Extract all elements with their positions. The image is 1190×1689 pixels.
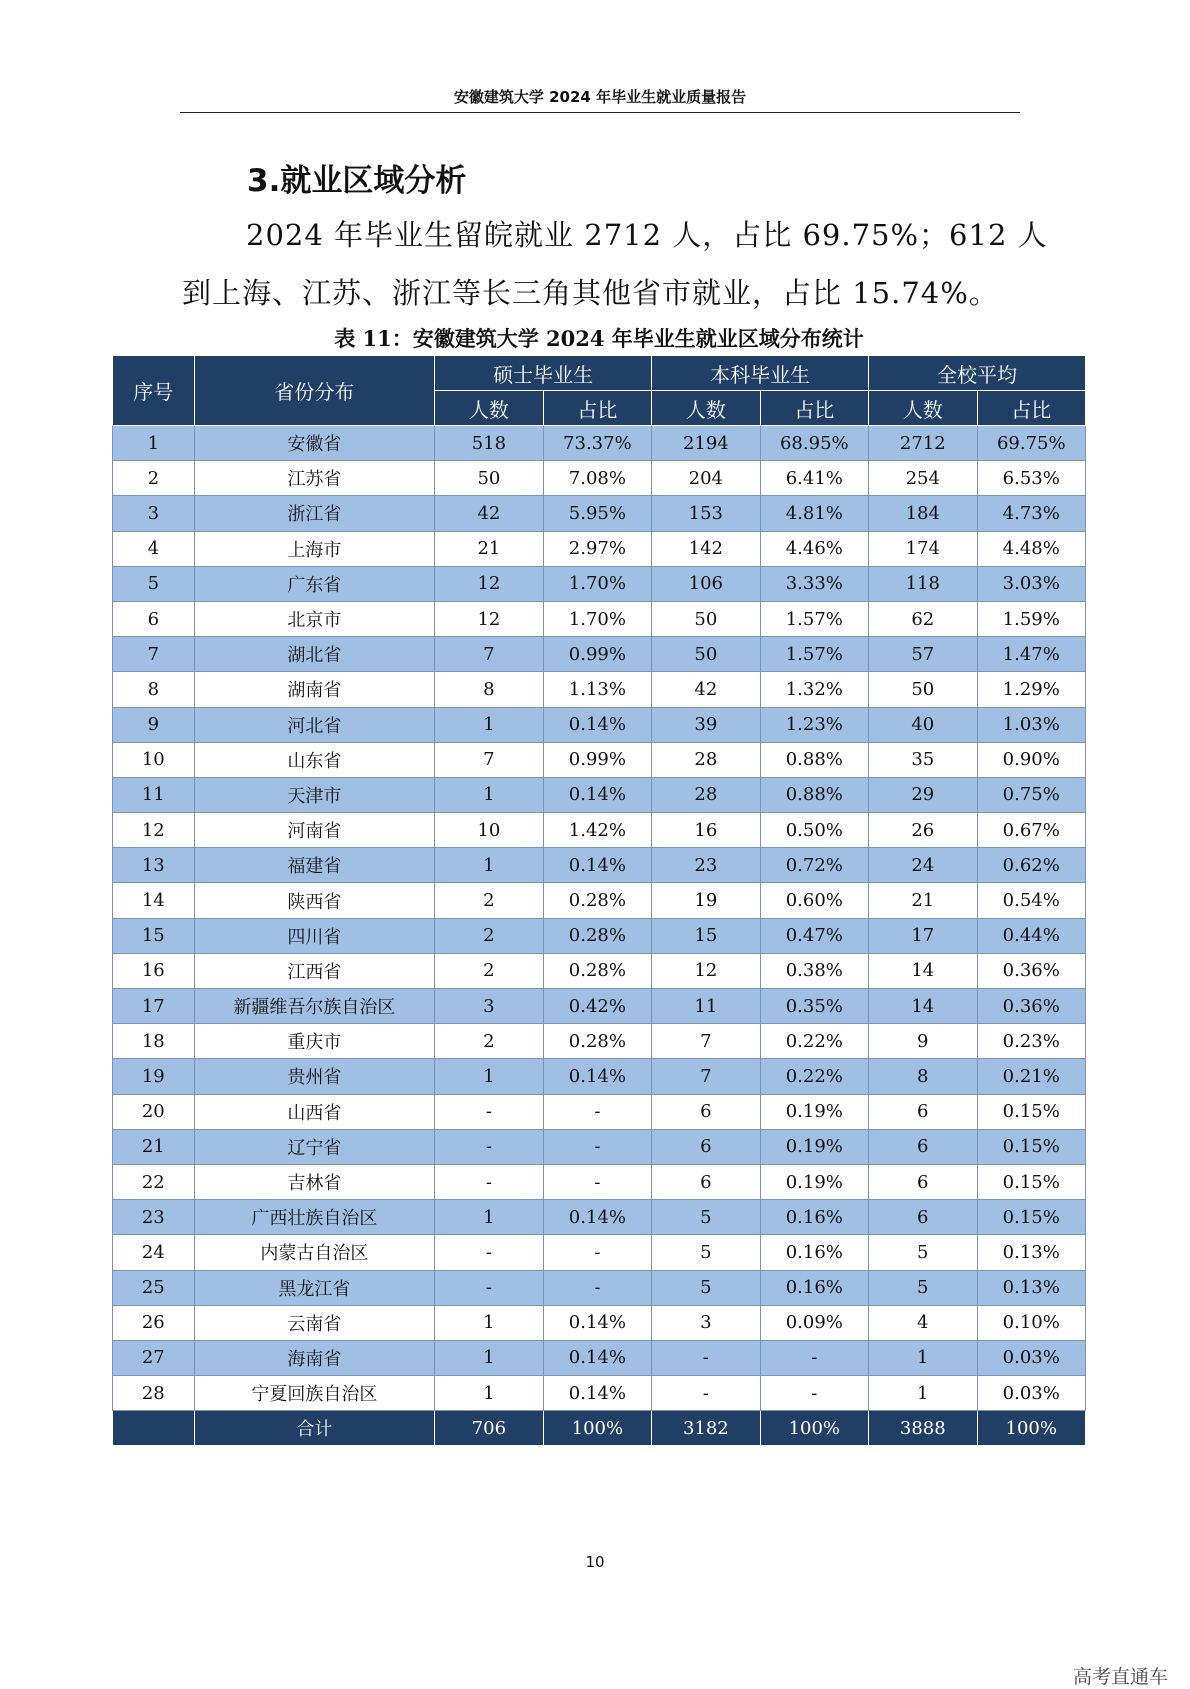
table-row <box>113 953 1086 988</box>
table-cell: 4 <box>869 1305 977 1340</box>
table-row <box>113 637 1086 672</box>
table-cell: 新疆维吾尔族自治区 <box>194 989 435 1024</box>
table-cell: - <box>760 1340 868 1375</box>
table-cell: 0.14% <box>543 1059 651 1094</box>
table-cell: 4.46% <box>760 531 868 566</box>
header-master-ratio: 占比 <box>543 391 651 426</box>
table-cell: 1 <box>435 1200 543 1235</box>
table-cell: 0.22% <box>760 1059 868 1094</box>
table-cell: 1.59% <box>977 601 1085 636</box>
table-header <box>113 356 1086 426</box>
table-cell: 1 <box>435 1059 543 1094</box>
table-cell: 1 <box>435 707 543 742</box>
table-cell: 17 <box>869 918 977 953</box>
table-cell: 四川省 <box>194 918 435 953</box>
table-cell: 0.47% <box>760 918 868 953</box>
table-cell: 浙江省 <box>194 496 435 531</box>
table-cell: 5 <box>652 1235 760 1270</box>
table-cell: 1.57% <box>760 601 868 636</box>
table-cell: 0.14% <box>543 1200 651 1235</box>
table-cell: 204 <box>652 461 760 496</box>
table-cell: 4.81% <box>760 496 868 531</box>
table-cell: 28 <box>113 1376 195 1411</box>
table-cell: 153 <box>652 496 760 531</box>
table-cell: 0.38% <box>760 953 868 988</box>
table-row <box>113 496 1086 531</box>
table-row <box>113 531 1086 566</box>
header-master: 硕士毕业生 <box>435 356 652 391</box>
table-cell: 39 <box>652 707 760 742</box>
table-cell: 0.15% <box>977 1164 1085 1199</box>
table-cell: 26 <box>869 813 977 848</box>
table-cell: 142 <box>652 531 760 566</box>
table-cell: 12 <box>435 601 543 636</box>
table-cell: 73.37% <box>543 426 651 461</box>
table-cell: 18 <box>113 1024 195 1059</box>
table-body <box>113 426 1086 1411</box>
table-cell: 7 <box>113 637 195 672</box>
table-cell: 0.28% <box>543 953 651 988</box>
table-cell: 4 <box>113 531 195 566</box>
table-row <box>113 777 1086 812</box>
table-cell: 27 <box>113 1340 195 1375</box>
table-cell: 福建省 <box>194 848 435 883</box>
table-cell: 0.36% <box>977 989 1085 1024</box>
table-cell: 0.14% <box>543 707 651 742</box>
section-title: 3.就业区域分析 <box>247 163 467 199</box>
table-cell: 14 <box>869 989 977 1024</box>
table-cell: 0.13% <box>977 1270 1085 1305</box>
table-cell: 0.03% <box>977 1340 1085 1375</box>
table-cell: 0.03% <box>977 1376 1085 1411</box>
table-cell: 1.47% <box>977 637 1085 672</box>
table-cell: - <box>435 1164 543 1199</box>
table-cell: 山西省 <box>194 1094 435 1129</box>
header-bachelor-ratio: 占比 <box>760 391 868 426</box>
table-cell: 14 <box>869 953 977 988</box>
table-cell: 254 <box>869 461 977 496</box>
table-cell: 辽宁省 <box>194 1129 435 1164</box>
table-cell: 6.41% <box>760 461 868 496</box>
table-cell: 13 <box>113 848 195 883</box>
table-cell: 0.15% <box>977 1129 1085 1164</box>
table-cell: 21 <box>869 883 977 918</box>
table-cell: 0.42% <box>543 989 651 1024</box>
total-cell: 100% <box>760 1411 868 1446</box>
table-cell: 0.67% <box>977 813 1085 848</box>
table-row <box>113 1305 1086 1340</box>
table-cell: 0.54% <box>977 883 1085 918</box>
table-cell: 贵州省 <box>194 1059 435 1094</box>
header-province: 省份分布 <box>194 356 435 426</box>
table-row <box>113 989 1086 1024</box>
table-cell: 1.57% <box>760 637 868 672</box>
table-cell: 29 <box>869 777 977 812</box>
table-caption: 表 11：安徽建筑大学 2024 年毕业生就业区域分布统计 <box>334 326 864 351</box>
table-cell: 1.70% <box>543 566 651 601</box>
table-cell: 68.95% <box>760 426 868 461</box>
paragraph-line-1: 2024 年毕业生留皖就业 2712 人，占比 69.75%；612 人 <box>246 218 1048 252</box>
table-cell: 7.08% <box>543 461 651 496</box>
table-cell: 0.99% <box>543 742 651 777</box>
header-bachelor: 本科毕业生 <box>652 356 869 391</box>
table-cell: 28 <box>652 742 760 777</box>
table-cell: 湖南省 <box>194 672 435 707</box>
table-row <box>113 1340 1086 1375</box>
table-cell: 2 <box>435 883 543 918</box>
table-cell: 2712 <box>869 426 977 461</box>
table-cell: - <box>435 1129 543 1164</box>
table-cell: - <box>652 1376 760 1411</box>
table-cell: 8 <box>435 672 543 707</box>
table-cell: 内蒙古自治区 <box>194 1235 435 1270</box>
table-cell: 62 <box>869 601 977 636</box>
table-cell: 6 <box>869 1164 977 1199</box>
table-cell: 174 <box>869 531 977 566</box>
table-cell: 0.60% <box>760 883 868 918</box>
table-cell: 0.16% <box>760 1200 868 1235</box>
header-overall-count: 人数 <box>869 391 977 426</box>
table-cell: 26 <box>113 1305 195 1340</box>
paragraph-line-2: 到上海、江苏、浙江等长三角其他省市就业，占比 15.74%。 <box>182 276 999 310</box>
table-row <box>113 918 1086 953</box>
region-distribution-table <box>112 355 1086 1446</box>
table-cell: 25 <box>113 1270 195 1305</box>
table-row <box>113 601 1086 636</box>
table-cell: 0.28% <box>543 1024 651 1059</box>
table-cell: 0.21% <box>977 1059 1085 1094</box>
table-cell: 20 <box>113 1094 195 1129</box>
table-cell: 1 <box>435 1340 543 1375</box>
table-cell: 1.13% <box>543 672 651 707</box>
table-cell: 1 <box>113 426 195 461</box>
table-cell: 24 <box>113 1235 195 1270</box>
table-cell: 6 <box>869 1200 977 1235</box>
table-cell: 0.88% <box>760 777 868 812</box>
table-row <box>113 566 1086 601</box>
table-cell: 上海市 <box>194 531 435 566</box>
total-cell: 3888 <box>869 1411 977 1446</box>
table-cell: 8 <box>113 672 195 707</box>
table-cell: 9 <box>113 707 195 742</box>
total-cell: 706 <box>435 1411 543 1446</box>
table-cell: 广东省 <box>194 566 435 601</box>
table-cell: 16 <box>113 953 195 988</box>
table-cell: - <box>543 1094 651 1129</box>
table-cell: - <box>435 1235 543 1270</box>
table-cell: - <box>543 1164 651 1199</box>
table-cell: 35 <box>869 742 977 777</box>
table-cell: 0.10% <box>977 1305 1085 1340</box>
table-row <box>113 707 1086 742</box>
table-row <box>113 848 1086 883</box>
table-cell: 50 <box>652 637 760 672</box>
table-cell: 7 <box>652 1059 760 1094</box>
table-cell: 4.48% <box>977 531 1085 566</box>
table-row <box>113 426 1086 461</box>
table-row <box>113 1129 1086 1164</box>
table-cell: 北京市 <box>194 601 435 636</box>
header-overall-ratio: 占比 <box>977 391 1085 426</box>
table-cell: 宁夏回族自治区 <box>194 1376 435 1411</box>
table-cell: 2194 <box>652 426 760 461</box>
table-cell: 57 <box>869 637 977 672</box>
table-cell: 69.75% <box>977 426 1085 461</box>
table-cell: 42 <box>652 672 760 707</box>
table-cell: 1 <box>435 848 543 883</box>
table-cell: 0.62% <box>977 848 1085 883</box>
table-cell: 50 <box>435 461 543 496</box>
table-cell: 4.73% <box>977 496 1085 531</box>
table-cell: 1 <box>869 1376 977 1411</box>
header-index: 序号 <box>113 356 195 426</box>
table-cell: 22 <box>113 1164 195 1199</box>
table-cell: 10 <box>113 742 195 777</box>
table-cell: 6 <box>652 1094 760 1129</box>
table-cell: 12 <box>652 953 760 988</box>
table-row <box>113 1376 1086 1411</box>
table-cell: 3 <box>652 1305 760 1340</box>
table-cell: 0.90% <box>977 742 1085 777</box>
table-cell: - <box>652 1340 760 1375</box>
table-cell: - <box>760 1376 868 1411</box>
table-cell: 0.14% <box>543 848 651 883</box>
table-cell: 21 <box>113 1129 195 1164</box>
table-cell: 2 <box>435 918 543 953</box>
table-cell: 1.03% <box>977 707 1085 742</box>
table-cell: 1.32% <box>760 672 868 707</box>
table-cell: 5 <box>113 566 195 601</box>
table-cell: 1 <box>869 1340 977 1375</box>
table-row <box>113 672 1086 707</box>
table-cell: 1.42% <box>543 813 651 848</box>
total-cell: 100% <box>543 1411 651 1446</box>
table-cell: 0.44% <box>977 918 1085 953</box>
table-cell: 5 <box>869 1235 977 1270</box>
table-row <box>113 461 1086 496</box>
table-cell: 2.97% <box>543 531 651 566</box>
total-cell: 合计 <box>194 1411 435 1446</box>
table-cell: 0.14% <box>543 1376 651 1411</box>
table-cell: 5 <box>652 1270 760 1305</box>
header-master-count: 人数 <box>435 391 543 426</box>
table-cell: 江苏省 <box>194 461 435 496</box>
table-cell: 江西省 <box>194 953 435 988</box>
table-cell: 1 <box>435 777 543 812</box>
table-cell: 安徽省 <box>194 426 435 461</box>
table-cell: 天津市 <box>194 777 435 812</box>
table-cell: 6 <box>113 601 195 636</box>
table-cell: 10 <box>435 813 543 848</box>
table-cell: 河南省 <box>194 813 435 848</box>
table-cell: 7 <box>435 637 543 672</box>
table-cell: 6.53% <box>977 461 1085 496</box>
table-cell: 8 <box>869 1059 977 1094</box>
table-cell: - <box>543 1129 651 1164</box>
table-cell: 17 <box>113 989 195 1024</box>
table-cell: 5.95% <box>543 496 651 531</box>
header-bachelor-count: 人数 <box>652 391 760 426</box>
table-cell: 陕西省 <box>194 883 435 918</box>
table-row <box>113 1024 1086 1059</box>
table-cell: 12 <box>113 813 195 848</box>
table-row <box>113 1059 1086 1094</box>
table-cell: - <box>435 1094 543 1129</box>
table-cell: 40 <box>869 707 977 742</box>
table-cell: 0.72% <box>760 848 868 883</box>
table-row <box>113 1200 1086 1235</box>
table-row <box>113 742 1086 777</box>
table-cell: 5 <box>652 1200 760 1235</box>
table-cell: 3.03% <box>977 566 1085 601</box>
table-cell: 湖北省 <box>194 637 435 672</box>
total-cell: 100% <box>977 1411 1085 1446</box>
table-cell: 6 <box>869 1129 977 1164</box>
table-cell: 3 <box>113 496 195 531</box>
table-cell: 3 <box>435 989 543 1024</box>
table-cell: 广西壮族自治区 <box>194 1200 435 1235</box>
table-row <box>113 1094 1086 1129</box>
table-cell: 0.16% <box>760 1270 868 1305</box>
watermark: 高考直通车 <box>1072 1666 1168 1688</box>
table-cell: 0.36% <box>977 953 1085 988</box>
table-cell: 1.23% <box>760 707 868 742</box>
table-cell: 0.22% <box>760 1024 868 1059</box>
table-cell: 7 <box>652 1024 760 1059</box>
table-cell: 6 <box>652 1129 760 1164</box>
table-cell: 23 <box>652 848 760 883</box>
table-cell: 106 <box>652 566 760 601</box>
table-cell: 云南省 <box>194 1305 435 1340</box>
table-cell: 50 <box>652 601 760 636</box>
table-cell: 河北省 <box>194 707 435 742</box>
table-cell: 0.15% <box>977 1094 1085 1129</box>
table-cell: 0.23% <box>977 1024 1085 1059</box>
table-cell: 42 <box>435 496 543 531</box>
table-cell: 0.19% <box>760 1164 868 1199</box>
table-cell: 184 <box>869 496 977 531</box>
table-footer <box>113 1411 1086 1446</box>
table-cell: 15 <box>113 918 195 953</box>
table-cell: 23 <box>113 1200 195 1235</box>
table-cell: 7 <box>435 742 543 777</box>
table-cell: 15 <box>652 918 760 953</box>
table-cell: 海南省 <box>194 1340 435 1375</box>
table-cell: 1 <box>435 1376 543 1411</box>
table-cell: - <box>543 1270 651 1305</box>
table-cell: 5 <box>869 1270 977 1305</box>
table-cell: 1 <box>435 1305 543 1340</box>
table-cell: 0.50% <box>760 813 868 848</box>
table-cell: 2 <box>435 1024 543 1059</box>
table-cell: - <box>435 1270 543 1305</box>
table-cell: 14 <box>113 883 195 918</box>
table-cell: 1.70% <box>543 601 651 636</box>
table-cell: 6 <box>869 1094 977 1129</box>
table-row <box>113 883 1086 918</box>
table-cell: 19 <box>652 883 760 918</box>
total-cell: 3182 <box>652 1411 760 1446</box>
body-paragraph <box>182 206 1048 322</box>
table-cell: 118 <box>869 566 977 601</box>
total-cell <box>113 1411 195 1446</box>
header-overall: 全校平均 <box>869 356 1086 391</box>
table-cell: 11 <box>652 989 760 1024</box>
table-cell: 50 <box>869 672 977 707</box>
total-row <box>113 1411 1086 1446</box>
table-cell: 0.14% <box>543 777 651 812</box>
table-cell: 黑龙江省 <box>194 1270 435 1305</box>
table-cell: 518 <box>435 426 543 461</box>
table-cell: 1.29% <box>977 672 1085 707</box>
table-cell: 12 <box>435 566 543 601</box>
table-cell: 28 <box>652 777 760 812</box>
table-cell: 吉林省 <box>194 1164 435 1199</box>
table-cell: 16 <box>652 813 760 848</box>
table-cell: 0.19% <box>760 1129 868 1164</box>
table-cell: 0.88% <box>760 742 868 777</box>
table-cell: - <box>543 1235 651 1270</box>
page-number: 10 <box>585 1553 605 1571</box>
table-cell: 0.28% <box>543 918 651 953</box>
table-cell: 0.19% <box>760 1094 868 1129</box>
table-cell: 9 <box>869 1024 977 1059</box>
table-cell: 2 <box>113 461 195 496</box>
table-cell: 重庆市 <box>194 1024 435 1059</box>
table-cell: 0.15% <box>977 1200 1085 1235</box>
table-cell: 0.75% <box>977 777 1085 812</box>
table-cell: 21 <box>435 531 543 566</box>
table-cell: 6 <box>652 1164 760 1199</box>
table-cell: 0.14% <box>543 1305 651 1340</box>
table-cell: 0.99% <box>543 637 651 672</box>
table-row <box>113 1164 1086 1199</box>
table-cell: 3.33% <box>760 566 868 601</box>
table-cell: 山东省 <box>194 742 435 777</box>
running-header: 安徽建筑大学 2024 年毕业生就业质量报告 <box>180 84 1020 113</box>
table-cell: 0.35% <box>760 989 868 1024</box>
table-cell: 19 <box>113 1059 195 1094</box>
table-cell: 2 <box>435 953 543 988</box>
table-cell: 0.16% <box>760 1235 868 1270</box>
table-row <box>113 813 1086 848</box>
table-cell: 0.13% <box>977 1235 1085 1270</box>
table-cell: 11 <box>113 777 195 812</box>
table-row <box>113 1235 1086 1270</box>
table-cell: 24 <box>869 848 977 883</box>
table-row <box>113 1270 1086 1305</box>
table-cell: 0.09% <box>760 1305 868 1340</box>
table-cell: 0.14% <box>543 1340 651 1375</box>
table-cell: 0.28% <box>543 883 651 918</box>
